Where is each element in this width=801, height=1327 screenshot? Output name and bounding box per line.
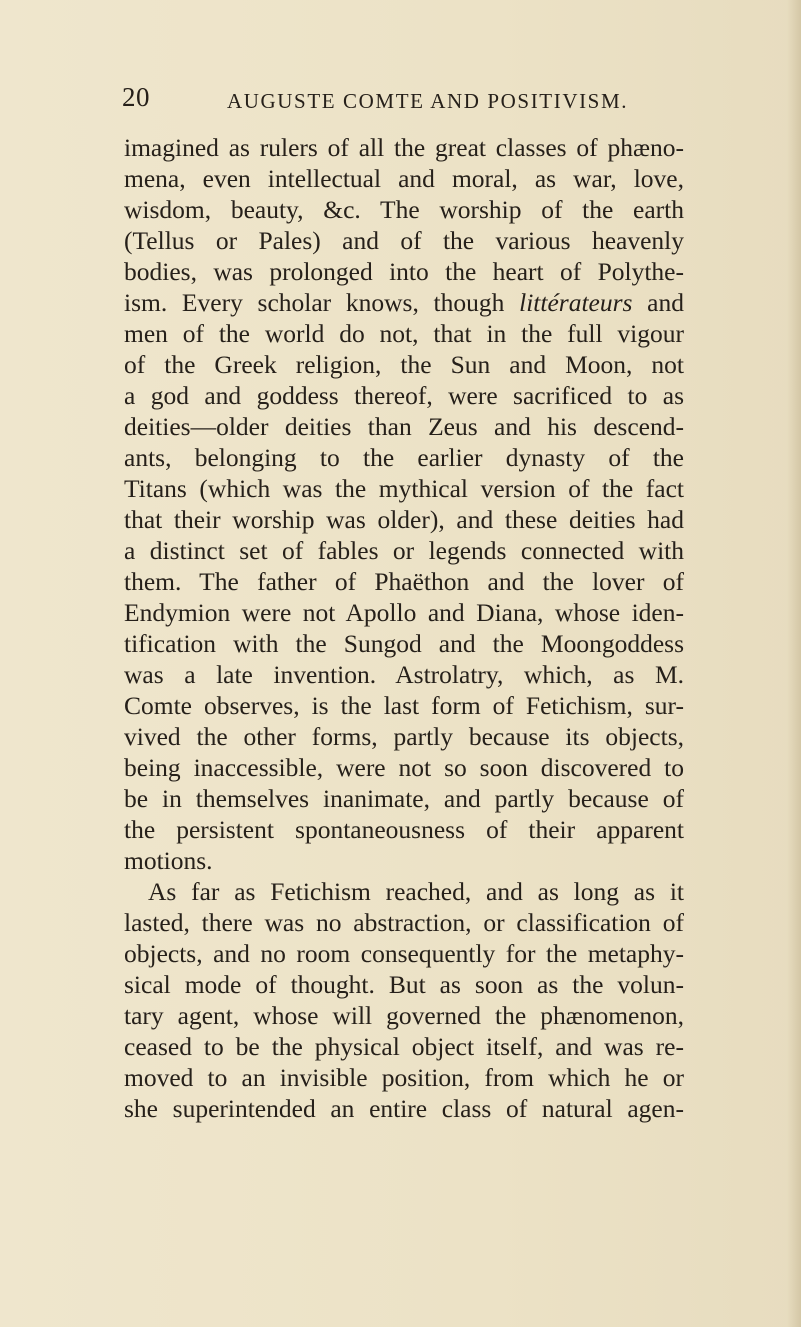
text-line: ceased to be the physical object itself, and was re- xyxy=(124,1032,684,1061)
text-line: lasted, there was no abstraction, or classification of xyxy=(124,908,684,937)
text-line: a distinct set of fables or legends connected with xyxy=(124,536,684,565)
text-line: sical mode of thought. But as soon as the volun- xyxy=(124,970,684,999)
text-line: tification with the Sungod and the Moongoddess xyxy=(124,629,684,658)
text-fragment: and xyxy=(632,288,685,317)
text-line: vived the other forms, partly because its objects, xyxy=(124,722,684,751)
body-text xyxy=(124,132,684,1124)
text-line: that their worship was older), and these deities had xyxy=(124,505,684,534)
text-line: deities—older deities than Zeus and his descend- xyxy=(124,412,684,441)
text-line: moved to an invisible position, from which he or xyxy=(124,1063,684,1092)
text-line: she superintended an entire class of natural agen- xyxy=(124,1094,684,1123)
text-fragment: ism. Every scholar knows, though xyxy=(124,288,505,317)
text-line: wisdom, beauty, &c. The worship of the earth xyxy=(124,195,684,224)
paragraph-first-line: As far as Fetichism reached, and as long as it xyxy=(148,877,684,906)
page-edge-shadow xyxy=(787,0,801,1327)
text-line: was a late invention. Astrolatry, which, as M. xyxy=(124,660,684,689)
text-line: a god and goddess thereof, were sacrificed to as xyxy=(124,381,684,410)
text-line: the persistent spontaneousness of their apparent xyxy=(124,815,684,844)
page-header-title: AUGUSTE COMTE AND POSITIVISM. xyxy=(227,89,629,113)
text-line: be in themselves inanimate, and partly because of xyxy=(124,784,684,813)
text-line: Endymion were not Apollo and Diana, whose iden- xyxy=(124,598,684,627)
text-line: tary agent, whose will governed the phænomenon, xyxy=(124,1001,684,1030)
text-line: Titans (which was the mythical version of the fact xyxy=(124,474,684,503)
text-line: ants, belonging to the earlier dynasty of the xyxy=(124,443,684,472)
text-line: men of the world do not, that in the full vigour xyxy=(124,319,684,348)
text-line: objects, and no room consequently for the metaphy- xyxy=(124,939,684,968)
text-line: imagined as rulers of all the great classes of phæno- xyxy=(124,133,684,162)
text-line: Comte observes, is the last form of Fetichism, sur- xyxy=(124,691,684,720)
italic-word: littérateurs xyxy=(519,288,633,317)
text-line: them. The father of Phaëthon and the lover of xyxy=(124,567,684,596)
text-line: of the Greek religion, the Sun and Moon, not xyxy=(124,350,684,379)
text-line-with-italic xyxy=(124,287,684,318)
paragraph-last-line: motions. xyxy=(124,846,213,875)
running-head xyxy=(122,82,642,116)
page-number: 20 xyxy=(122,82,150,112)
text-line: (Tellus or Pales) and of the various heavenly xyxy=(124,226,684,255)
text-line: being inaccessible, were not so soon discovered to xyxy=(124,753,684,782)
text-line: mena, even intellectual and moral, as war, love, xyxy=(124,164,684,193)
text-line: bodies, was prolonged into the heart of Polythe- xyxy=(124,257,684,286)
